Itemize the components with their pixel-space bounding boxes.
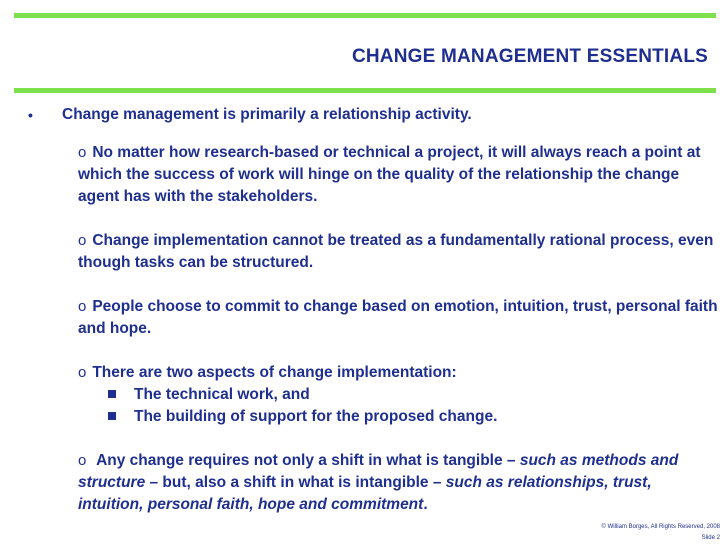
sub-point	[78, 362, 718, 384]
top-divider	[14, 13, 716, 18]
sub-point	[78, 450, 718, 516]
sub-point-text-part: Any change requires not only a shift in what is tangible –	[96, 452, 520, 469]
emphasis-text: such as relationships, trust, intuition, personal faith, hope and commitment	[78, 474, 652, 513]
slide-number: Slide 2	[701, 535, 720, 541]
emphasis-text: such as methods and structure	[78, 452, 679, 491]
circle-bullet-icon: o	[78, 144, 87, 161]
circle-bullet-icon: o	[78, 452, 87, 469]
square-bullet-icon	[108, 390, 116, 398]
square-bullet-icon	[108, 412, 116, 420]
sub-point	[78, 296, 718, 340]
bullet-dot-icon: •	[28, 107, 33, 123]
nested-item	[102, 384, 718, 406]
nested-list	[78, 384, 718, 428]
sub-point-text-part: – but, also a shift in what is intangible –	[145, 474, 446, 491]
sub-point-text-part: .	[423, 496, 428, 513]
nested-item	[102, 406, 718, 428]
copyright-notice: © William Borges, All Rights Reserved, 2008	[601, 524, 720, 530]
nested-item-text: The building of support for the proposed change.	[134, 408, 498, 425]
sub-point-text: No matter how research-based or technical a project, it will always reach a point at which the success of work will hinge on the quality of the relationship the change agent has with the stakeholders.	[78, 144, 701, 205]
title-divider	[14, 88, 716, 93]
main-bullet-text: Change management is primarily a relationship activity.	[62, 106, 472, 123]
sub-point	[78, 142, 718, 208]
sub-point-text: People choose to commit to change based on emotion, intuition, trust, personal faith and hope.	[78, 298, 718, 337]
circle-bullet-icon: o	[78, 232, 87, 249]
sub-point	[78, 230, 718, 274]
circle-bullet-icon: o	[78, 298, 87, 315]
slide-title: CHANGE MANAGEMENT ESSENTIALS	[351, 46, 708, 67]
slide-body	[28, 104, 718, 538]
main-bullet	[28, 104, 718, 126]
nested-item-text: The technical work, and	[134, 386, 310, 403]
circle-bullet-icon: o	[78, 364, 87, 381]
sub-point-text: There are two aspects of change implementation:	[92, 364, 457, 381]
sub-point-text: Change implementation cannot be treated as a fundamentally rational process, even though tasks can be structured.	[78, 232, 714, 271]
